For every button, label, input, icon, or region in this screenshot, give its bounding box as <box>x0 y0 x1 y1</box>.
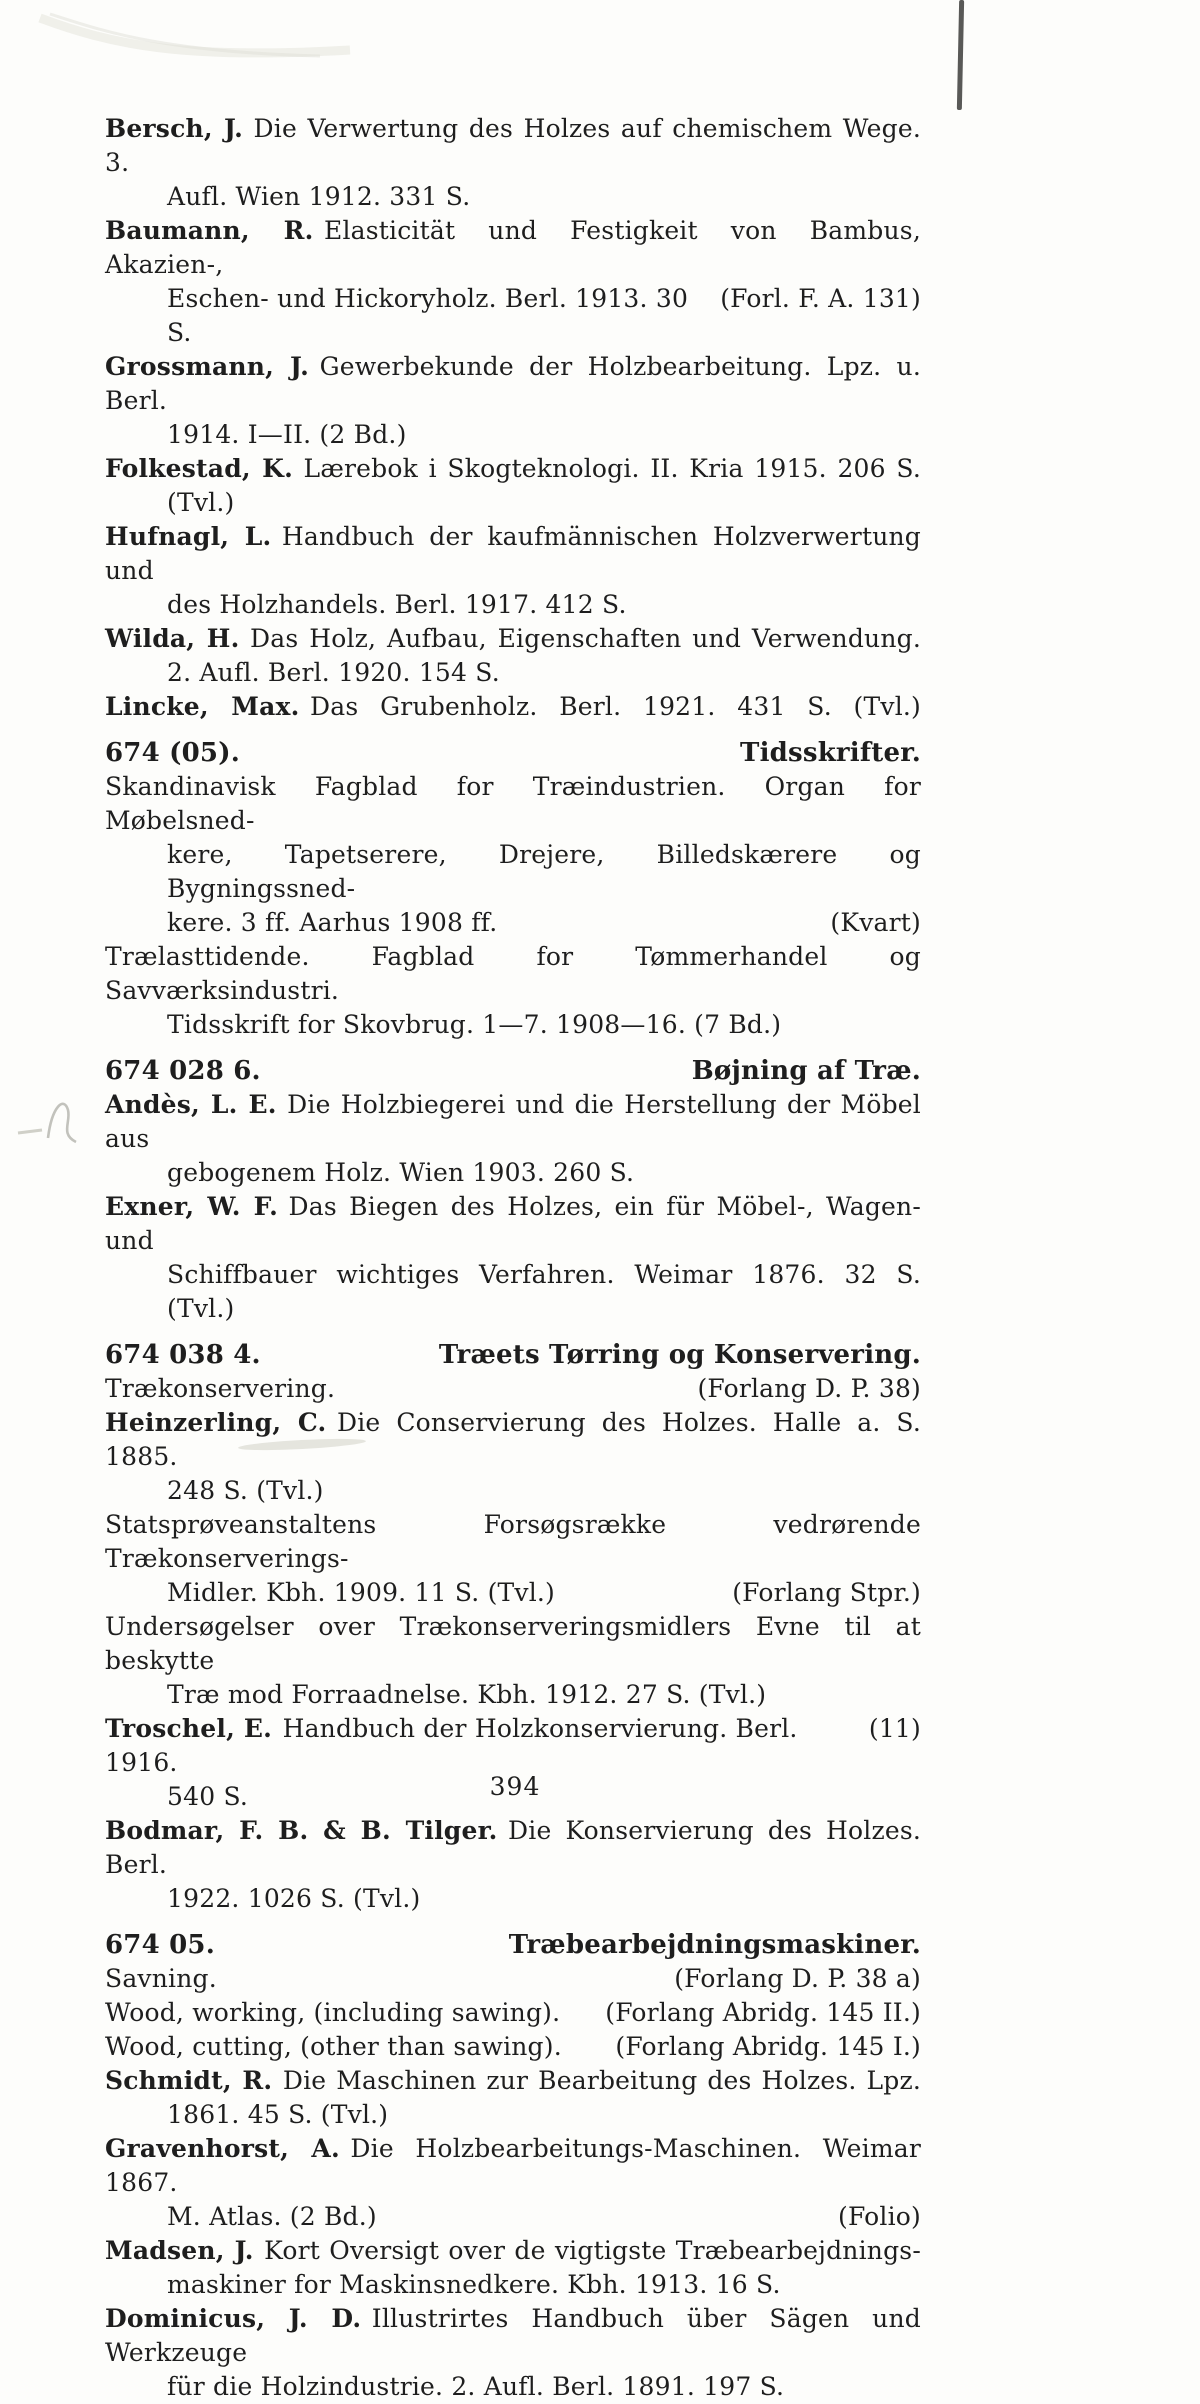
line-text: Schiffbauer wichtiges Verfahren. Weimar 1876. 32 S. (Tvl.) <box>167 1260 921 1323</box>
line-left <box>105 2134 921 2197</box>
right-note: (11) <box>868 1714 921 1743</box>
bibliography-line <box>105 214 921 282</box>
bibliography-line <box>105 2370 921 2404</box>
right-note: (Forl. F. A. 131) <box>720 284 921 313</box>
line-text: Lærebok i Skogteknologi. II. Kria 1915. 206 S. <box>303 454 921 483</box>
line-left <box>167 840 921 903</box>
line-left <box>167 2270 781 2299</box>
line-left <box>105 114 921 177</box>
line-text: Wood, cutting, (other than sawing). <box>105 2032 562 2061</box>
author-name: Dominicus, J. D. <box>105 2304 362 2333</box>
bibliography-line <box>105 2132 921 2200</box>
line-left <box>105 1816 921 1879</box>
line-text: des Holzhandels. Berl. 1917. 412 S. <box>167 590 627 619</box>
author-name: Andès, L. E. <box>105 1090 277 1119</box>
author-name: Heinzerling, C. <box>105 1408 327 1437</box>
line-text: Savning. <box>105 1964 217 1993</box>
bibliography-line <box>105 1962 921 1996</box>
line-text: Træ mod Forraadnelse. Kbh. 1912. 27 S. (Tvl.) <box>167 1680 767 1709</box>
author-name: Exner, W. F. <box>105 1192 279 1221</box>
right-note: (Forlang Abridg. 145 II.) <box>605 1998 921 2027</box>
bibliography-line <box>105 112 921 180</box>
line-text: Midler. Kbh. 1909. 11 S. (Tvl.) <box>167 1578 556 1607</box>
right-note: (Forlang Abridg. 145 I.) <box>615 2032 921 2061</box>
bibliography-line <box>105 1712 921 1780</box>
bibliography-line <box>105 1156 921 1190</box>
line-left <box>105 2030 562 2064</box>
bibliography-line <box>105 350 921 418</box>
line-left <box>105 692 921 721</box>
scan-edge-mark <box>957 0 964 110</box>
bibliography-line <box>105 2302 921 2370</box>
line-left <box>105 454 921 483</box>
bibliography-line <box>105 588 921 622</box>
line-text: M. Atlas. (2 Bd.) <box>167 2202 377 2231</box>
bibliography-line <box>105 1190 921 1258</box>
bibliography-line <box>105 940 921 1008</box>
line-text: maskiner for Maskinsnedkere. Kbh. 1913. 16 S. <box>167 2270 781 2299</box>
section-title: Tidsskrifter. <box>740 738 921 768</box>
line-left <box>105 1962 217 1996</box>
line-text: Das Holz, Aufbau, Eigenschaften und Verwendung. <box>250 624 921 653</box>
line-text: gebogenem Holz. Wien 1903. 260 S. <box>167 1158 635 1187</box>
section-title: Træbearbejdningsmaskiner. <box>508 1930 921 1960</box>
line-text: 1914. I—II. (2 Bd.) <box>167 420 407 449</box>
line-left <box>105 1928 215 1962</box>
line-left <box>167 420 407 449</box>
bibliography-line <box>105 1088 921 1156</box>
bibliography-line <box>105 2234 921 2268</box>
pencil-margin-mark-icon <box>8 1080 98 1160</box>
line-left <box>167 658 500 687</box>
line-text: Tidsskrift for Skovbrug. 1—7. 1908—16. (7 Bd.) <box>167 1010 782 1039</box>
author-name: Hufnagl, L. <box>105 522 272 551</box>
bibliography-line <box>105 418 921 452</box>
line-text: 2. Aufl. Berl. 1920. 154 S. <box>167 658 500 687</box>
bibliography-line <box>105 2098 921 2132</box>
right-note: (Forlang Stpr.) <box>732 1578 921 1607</box>
classification-code: 674 028 6. <box>105 1056 261 1086</box>
line-left <box>105 2236 921 2265</box>
bibliography-text-block <box>105 112 921 2404</box>
line-text: Aufl. Wien 1912. 331 S. <box>167 182 471 211</box>
bibliography-line <box>105 1508 921 1576</box>
line-text: Das Biegen des Holzes, ein für Möbel-, Wagen- und <box>105 1192 921 1255</box>
section-heading-line <box>105 1054 921 1088</box>
line-text: Eschen- und Hickoryholz. Berl. 1913. 30 S. <box>167 284 689 347</box>
line-left <box>105 736 240 770</box>
bibliography-line <box>105 452 921 486</box>
line-text: Die Holzbiegerei und die Herstellung der Möbel aus <box>105 1090 921 1153</box>
section-heading-line <box>105 1338 921 1372</box>
line-text: Die Maschinen zur Bearbeitung des Holzes. Lpz. <box>282 2066 921 2095</box>
bibliography-line <box>105 2064 921 2098</box>
line-text: Statsprøveanstaltens Forsøgsrække vedrørende Trækonserverings- <box>105 1510 921 1573</box>
line-left <box>105 1996 560 2030</box>
line-text: Die Verwertung des Holzes auf chemischem Wege. 3. <box>105 114 921 177</box>
classification-code: 674 038 4. <box>105 1340 261 1370</box>
author-name: Grossmann, J. <box>105 352 310 381</box>
line-left <box>167 906 497 940</box>
line-left <box>167 1884 420 1913</box>
line-left <box>167 2100 388 2129</box>
bibliography-line <box>105 1008 921 1042</box>
scan-smudge-icon <box>20 0 420 80</box>
bibliography-line <box>105 770 921 838</box>
classification-code: 674 (05). <box>105 738 240 768</box>
line-left <box>105 1192 921 1255</box>
bibliography-line <box>105 1372 921 1406</box>
line-text: Gewerbekunde der Holzbearbeitung. Lpz. u. Berl. <box>105 352 921 415</box>
line-text: Wood, working, (including sawing). <box>105 1998 561 2027</box>
section-heading-line <box>105 1928 921 1962</box>
bibliography-line <box>105 2030 921 2064</box>
line-text: 1861. 45 S. (Tvl.) <box>167 2100 389 2129</box>
line-left <box>167 1576 555 1610</box>
line-text: Illustrirtes Handbuch über Sägen und Werkzeuge <box>105 2304 921 2367</box>
line-left <box>105 1712 857 1780</box>
line-left <box>167 1158 634 1187</box>
line-left <box>167 182 470 211</box>
bibliography-line <box>105 622 921 656</box>
author-name: Gravenhorst, A. <box>105 2134 340 2163</box>
line-left <box>105 1090 921 1153</box>
line-left <box>105 2066 921 2095</box>
line-left <box>105 352 921 415</box>
bibliography-line <box>105 1996 921 2030</box>
line-left <box>105 1372 335 1406</box>
bibliography-line <box>105 282 921 350</box>
line-left <box>167 1476 324 1505</box>
line-text: Trækonservering. <box>105 1374 336 1403</box>
right-note: (Kvart) <box>830 908 921 937</box>
section-title: Træets Tørring og Konservering. <box>438 1340 921 1370</box>
bibliography-line <box>105 1258 921 1326</box>
classification-code: 674 05. <box>105 1930 215 1960</box>
author-name: Bersch, J. <box>105 114 244 143</box>
line-text: 248 S. (Tvl.) <box>167 1476 324 1505</box>
bibliography-line <box>105 1882 921 1916</box>
line-left <box>105 2304 921 2367</box>
author-name: Schmidt, R. <box>105 2066 273 2095</box>
bibliography-line <box>105 520 921 588</box>
bibliography-line <box>105 1576 921 1610</box>
line-left <box>105 1338 261 1372</box>
line-left <box>167 282 708 350</box>
line-text: Skandinavisk Fagblad for Træindustrien. Organ for Møbelsned- <box>105 772 921 835</box>
bibliography-line <box>105 838 921 906</box>
line-left <box>105 624 921 653</box>
line-text: kere, Tapetserere, Drejere, Billedskærere og Bygningssned- <box>167 840 921 903</box>
author-name: Lincke, Max. <box>105 692 300 721</box>
bibliography-line <box>105 1678 921 1712</box>
bibliography-line <box>105 1474 921 1508</box>
bibliography-line <box>105 906 921 940</box>
author-name: Wilda, H. <box>105 624 240 653</box>
line-left <box>167 2200 377 2234</box>
line-text: für die Holzindustrie. 2. Aufl. Berl. 1891. 197 S. <box>167 2372 785 2401</box>
line-text: Elasticität und Festigkeit von Bambus, Akazien-, <box>105 216 921 279</box>
right-note: (Forlang D. P. 38 a) <box>674 1964 921 1993</box>
author-name: Bodmar, F. B. & B. Tilger. <box>105 1816 498 1845</box>
line-text: Undersøgelser over Trækonserveringsmidlers Evne til at beskytte <box>105 1612 921 1675</box>
bibliography-line <box>105 2268 921 2302</box>
line-text: Handbuch der kaufmännischen Holzverwertung und <box>105 522 921 585</box>
bibliography-line <box>105 486 921 520</box>
line-text: Kort Oversigt over de vigtigste Træbearbejdnings- <box>264 2236 921 2265</box>
line-text: Das Grubenholz. Berl. 1921. 431 S. (Tvl.) <box>310 692 921 721</box>
line-text: Die Konservierung des Holzes. Berl. <box>105 1816 921 1879</box>
line-left <box>105 1612 921 1675</box>
author-name: Baumann, R. <box>105 216 314 245</box>
line-left <box>105 1408 921 1471</box>
author-name: Folkestad, K. <box>105 454 294 483</box>
right-note: (Forlang D. P. 38) <box>697 1374 921 1403</box>
line-left <box>105 1510 921 1573</box>
line-text: 540 S. <box>167 1782 249 1811</box>
line-left <box>105 942 921 1005</box>
bibliography-line <box>105 656 921 690</box>
line-text: Die Holzbearbeitungs-Maschinen. Weimar 1867. <box>105 2134 921 2197</box>
line-left <box>105 216 921 279</box>
line-left <box>167 488 234 517</box>
bibliography-line <box>105 2200 921 2234</box>
bibliography-line <box>105 180 921 214</box>
line-text: 1922. 1026 S. (Tvl.) <box>167 1884 421 1913</box>
page-number: 394 <box>489 1772 541 1801</box>
line-left <box>105 1054 261 1088</box>
line-text: Trælasttidende. Fagblad for Tømmerhandel og Savværksindustri. <box>105 942 921 1005</box>
section-title: Bøjning af Træ. <box>691 1056 921 1086</box>
line-left <box>167 590 627 619</box>
right-note: (Folio) <box>838 2202 921 2231</box>
line-left <box>167 1680 766 1709</box>
line-text: (Tvl.) <box>167 488 235 517</box>
line-left <box>105 522 921 585</box>
bibliography-line <box>105 690 921 724</box>
bibliography-line <box>105 1610 921 1678</box>
section-heading-line <box>105 736 921 770</box>
line-left <box>167 1010 781 1039</box>
line-left <box>167 1260 921 1323</box>
author-name: Troschel, E. <box>105 1714 273 1743</box>
line-text: Handbuch der Holzkonservierung. Berl. 1916. <box>105 1714 798 1777</box>
bibliography-line <box>105 1406 921 1474</box>
line-text: kere. 3 ff. Aarhus 1908 ff. <box>167 908 498 937</box>
line-text: Die Conservierung des Holzes. Halle a. S. 1885. <box>105 1408 921 1471</box>
line-left <box>167 2372 784 2401</box>
line-left <box>105 772 921 835</box>
bibliography-line <box>105 1814 921 1882</box>
author-name: Madsen, J. <box>105 2236 254 2265</box>
